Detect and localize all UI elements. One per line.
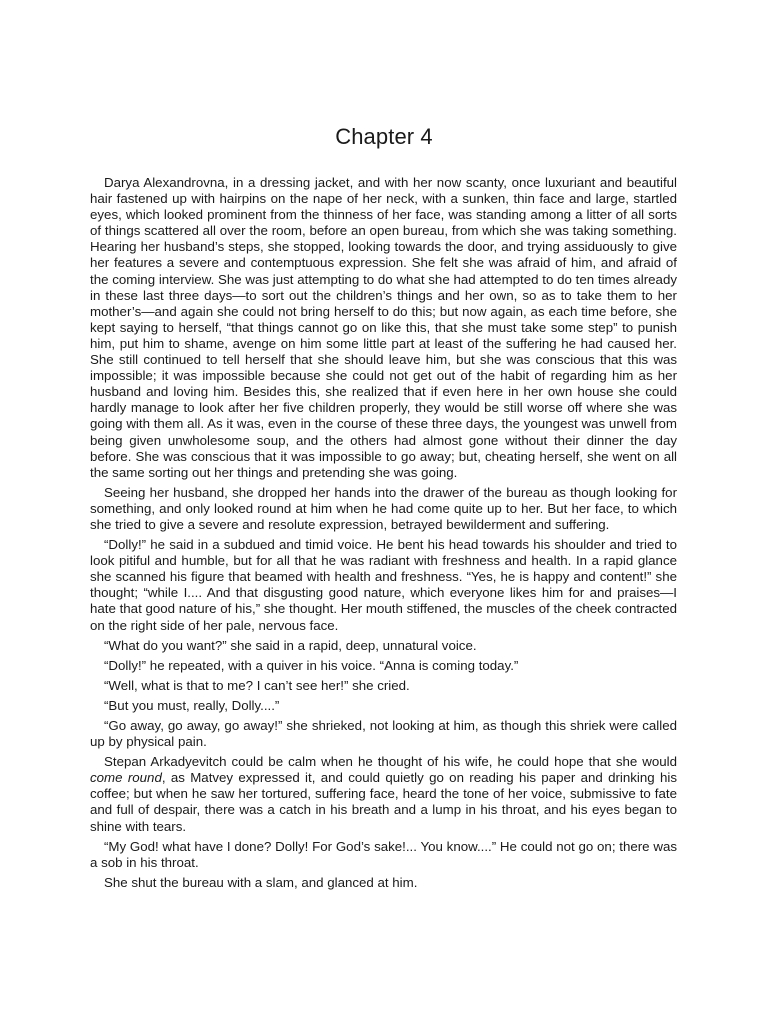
chapter-text (90, 175, 677, 895)
paragraph: “What do you want?” she said in a rapid, deep, unnatural voice. (104, 637, 477, 653)
paragraph-text: Stepan Arkadyevitch could be calm when he thought of his wife, he could hope that she would (104, 754, 677, 770)
paragraph: She shut the bureau with a slam, and glanced at him. (104, 874, 418, 890)
paragraph: “Go away, go away, go away!” she shrieked, not looking at him, as though this shriek were called up by physical pain. (90, 718, 677, 750)
paragraph: “Well, what is that to me? I can’t see her!” she cried. (104, 677, 410, 693)
paragraph: Darya Alexandrovna, in a dressing jacket, and with her now scanty, once luxuriant and beautiful hair fastened up with hairpins on the nape of her neck, with a sunken, thin face and large, startled eyes, which looked prominent from the thinness of her face, was standing among a litter of all sorts of things scattered all over the room, before an open bureau, from which she was taking something. Hearing her husband’s steps, she stopped, looking towards the door, and trying assiduously to give her features a severe and contemptuous expression. She felt she was afraid of him, and afraid of the coming interview. She was just attempting to do what she had attempted to do ten times already in these last three days—to sort out the children’s things and her own, so as to take them to her mother’s—and again she could not bring herself to do this; but now again, as each time before, she kept saying to herself, “that things cannot go on like this, that she must take some step” to punish him, put him to shame, avenge on him some little part at least of the suffering he had caused her. She still continued to tell herself that she should leave him, but she was conscious that this was impossible; it was impossible because she could not get out of the habit of regarding him as her husband and loving him. Besides this, she realized that if even here in her own house she could hardly manage to look after her five children properly, they would be still worse off where she was going with them all. As it was, even in the course of these three days, the youngest was unwell from being given unwholesome soup, and the others had almost gone without their dinner the day before. She was conscious that it was impossible to go away; but, cheating herself, she went on all the same sorting out her things and pretending she was going. (90, 175, 677, 480)
paragraph-stepan (90, 754, 677, 834)
paragraph: “Dolly!” he repeated, with a quiver in his voice. “Anna is coming today.” (104, 657, 519, 673)
paragraph: “Dolly!” he said in a subdued and timid voice. He bent his head towards his shoulder and tried to look pitiful and humble, but for all that he was radiant with freshness and health. In a rapid glance she scanned his figure that beamed with health and freshness. “Yes, he is happy and content!” she thought; “while I.... And that disgusting good nature, which everyone likes him for and praises—I hate that good nature of his,” she thought. Her mouth stiffened, the muscles of the cheek contracted on the right side of her pale, nervous face. (90, 537, 677, 633)
paragraph: Seeing her husband, she dropped her hands into the drawer of the bureau as though looking for something, and only looked round at him when he had come quite up to her. But her face, to which she tried to give a severe and resolute expression, betrayed bewilderment and suffering. (90, 484, 677, 532)
chapter-title: Chapter 4 (335, 124, 433, 149)
emphasis-text: come round (90, 770, 162, 786)
paragraph-text: , as Matvey expressed it, and could quietly go on reading his paper and drinking his coffee; but when he saw her tortured, suffering face, heard the tone of her voice, submissive to fate and full of despair, there was a catch in his breath and a lump in his throat, and his eyes began to shine with tears. (90, 770, 677, 834)
paragraph: “My God! what have I done? Dolly! For God’s sake!... You know....” He could not go on; there was a sob in his throat. (90, 838, 677, 870)
paragraph: “But you must, really, Dolly....” (104, 697, 280, 713)
